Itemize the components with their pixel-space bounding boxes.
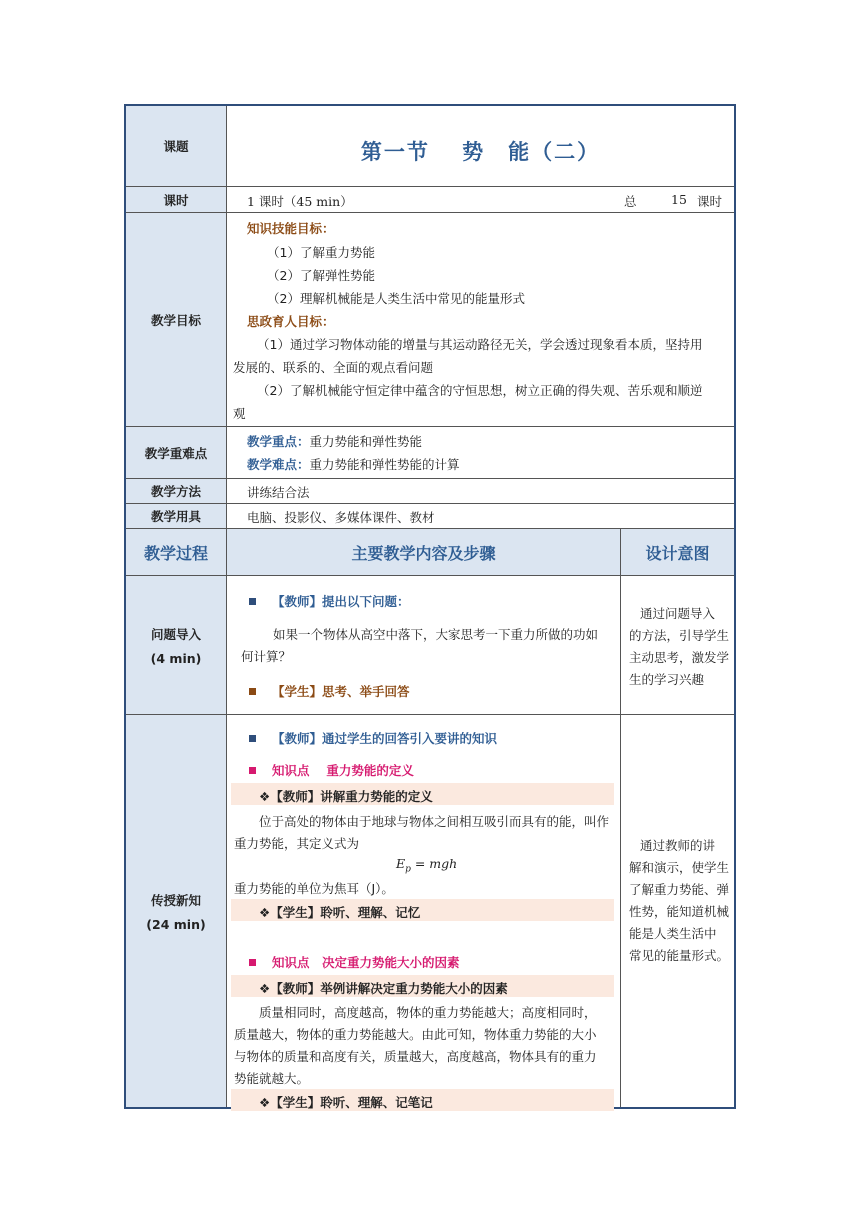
method-row xyxy=(126,478,734,503)
kp2-student: ❖【学生】聆听、理解、记笔记 xyxy=(259,1095,433,1110)
square-bullet-icon xyxy=(249,598,256,605)
goal-moral-line: （2）了解机械能守恒定律中蕴含的守恒思想，树立正确的得失观、苦乐观和顺逆 xyxy=(257,383,703,398)
gravity-formula: $E_p$ = mgh xyxy=(396,856,458,875)
intent-line: 通过教师的讲 xyxy=(640,838,716,853)
intent-line: 的方法，引导学生 xyxy=(629,628,730,643)
square-bullet-icon xyxy=(249,735,256,742)
goal-skill-item: （2）了解弹性势能 xyxy=(267,268,375,283)
period-label: 课时 xyxy=(126,187,227,212)
intro-row xyxy=(126,575,734,714)
key-difficulty-value: 重力势能和弹性势能的计算 xyxy=(309,457,460,472)
goals-label: 教学目标 xyxy=(126,213,227,426)
title-row xyxy=(126,106,734,186)
intent-line: 性势，能知道机械 xyxy=(629,904,730,919)
intent-line: 通过问题导入 xyxy=(640,606,716,621)
key-focus-value: 重力势能和弹性势能 xyxy=(309,434,423,449)
kp1-unit: 重力势能的单位为焦耳（J）。 xyxy=(234,881,394,896)
knowledge-point-1: 知识点 重力势能的定义 xyxy=(272,763,414,778)
period-value: 1 课时（45 min） xyxy=(247,194,353,209)
square-bullet-icon xyxy=(249,688,256,695)
teach-label: 传授新知 xyxy=(150,892,201,908)
kp2-line: 质量越大，物体的重力势能越大。由此可知，物体重力势能的大小 xyxy=(234,1027,597,1042)
goal-moral-line: 观 xyxy=(233,406,246,421)
knowledge-point-2: 知识点 决定重力势能大小的因素 xyxy=(272,955,460,970)
kp2-line: 势能就越大。 xyxy=(234,1071,310,1086)
lesson-plan-table xyxy=(124,104,736,1109)
teach-teacher-lead: 【教师】通过学生的回答引入要讲的知识 xyxy=(272,731,498,746)
tools-value: 电脑、投影仪、多媒体课件、教材 xyxy=(247,510,435,525)
intent-line: 能是人类生活中 xyxy=(629,926,717,941)
total-label: 总 xyxy=(624,194,637,209)
goal-moral-heading: 思政育人目标： xyxy=(247,314,335,329)
total-unit: 课时 xyxy=(697,194,723,209)
kp2-teacher: ❖【教师】举例讲解决定重力势能大小的因素 xyxy=(259,981,508,996)
kp1-student: ❖【学生】聆听、理解、记忆 xyxy=(259,905,421,920)
process-col2-header: 主要教学内容及步骤 xyxy=(227,529,620,575)
key-difficulty-label: 教学难点： xyxy=(247,457,310,472)
square-bullet-icon xyxy=(249,959,256,966)
intro-question: 何计算？ xyxy=(241,649,292,664)
total-value: 15 xyxy=(671,192,687,207)
teach-row xyxy=(126,714,734,1110)
square-bullet-icon xyxy=(249,767,256,774)
method-value: 讲练结合法 xyxy=(247,485,310,500)
intent-line: 了解重力势能、弹 xyxy=(629,882,730,897)
kp2-line: 与物体的质量和高度有关，质量越大，高度越高，物体具有的重力 xyxy=(234,1049,597,1064)
period-row xyxy=(126,186,734,212)
teach-time: (24 min) xyxy=(146,916,206,932)
goal-moral-line: 发展的、联系的、全面的观点看问题 xyxy=(233,360,434,375)
title-label: 课题 xyxy=(126,106,227,186)
process-col3-header: 设计意图 xyxy=(621,529,734,575)
kp1-text: 位于高处的物体由于地球与物体之间相互吸引而具有的能，叫作 xyxy=(259,814,610,829)
goal-moral-line: （1）通过学习物体动能的增量与其运动路径无关，学会透过现象看本质，坚持用 xyxy=(257,337,703,352)
intent-line: 常见的能量形式。 xyxy=(629,948,730,963)
goal-skill-item: （2）理解机械能是人类生活中常见的能量形式 xyxy=(267,291,525,306)
key-focus-label: 教学重点： xyxy=(247,434,310,449)
tools-label: 教学用具 xyxy=(126,504,227,528)
intro-student: 【学生】思考、举手回答 xyxy=(272,684,410,699)
process-col1-header: 教学过程 xyxy=(126,529,226,575)
keypoints-label: 教学重难点 xyxy=(126,427,227,478)
intent-line: 主动思考，激发学 xyxy=(629,650,730,665)
goal-skill-item: （1）了解重力势能 xyxy=(267,245,375,260)
intro-teacher: 【教师】提出以下问题： xyxy=(272,594,410,609)
intro-label: 问题导入 xyxy=(150,626,201,642)
kp1-text: 重力势能，其定义式为 xyxy=(234,836,360,851)
goals-row xyxy=(126,212,734,426)
intent-line: 解和演示，使学生 xyxy=(629,860,730,875)
method-label: 教学方法 xyxy=(126,479,227,503)
intro-time: (4 min) xyxy=(150,650,202,666)
process-header-row xyxy=(126,528,734,575)
goal-skill-heading: 知识技能目标： xyxy=(247,221,335,236)
tools-row xyxy=(126,503,734,528)
lesson-title: 第一节 势 能（二） xyxy=(360,140,601,164)
kp2-line: 质量相同时，高度越高，物体的重力势能越大；高度相同时， xyxy=(259,1005,597,1020)
keypoints-row xyxy=(126,426,734,478)
kp1-teacher: ❖【教师】讲解重力势能的定义 xyxy=(259,789,433,804)
intent-line: 生的学习兴趣 xyxy=(629,672,705,687)
intro-question: 如果一个物体从高空中落下，大家思考一下重力所做的功如 xyxy=(273,627,599,642)
